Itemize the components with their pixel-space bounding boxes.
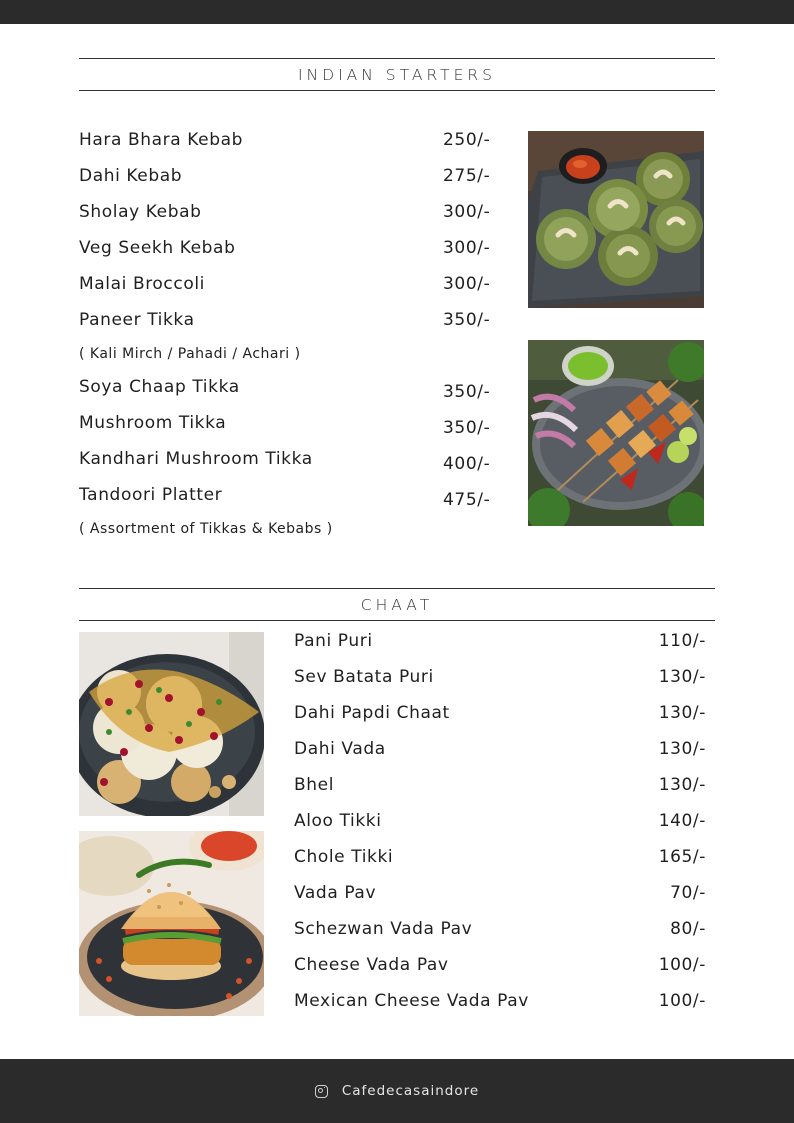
menu-item-price: 140/-	[658, 811, 706, 831]
menu-item-price: 130/-	[658, 775, 706, 795]
menu-item-name: Dahi Kebab	[79, 166, 183, 186]
instagram-handle[interactable]: Cafedecasaindore	[341, 1083, 480, 1099]
menu-item-price: 350/-	[443, 382, 491, 402]
menu-item-price: 110/-	[658, 631, 706, 651]
instagram-icon	[315, 1085, 328, 1098]
social-handle[interactable]	[0, 1081, 794, 1101]
vada-pav-photo	[79, 831, 264, 1016]
menu-item-name: Mexican Cheese Vada Pav	[294, 991, 529, 1011]
menu-item-name: Sev Batata Puri	[294, 667, 434, 687]
menu-item-name: Hara Bhara Kebab	[79, 130, 244, 150]
menu-item-note: ( Kali Mirch / Pahadi / Achari )	[79, 346, 301, 362]
menu-item-name: Dahi Vada	[294, 739, 386, 759]
menu-item-name: Mushroom Tikka	[79, 413, 227, 433]
menu-item-price: 100/-	[658, 991, 706, 1011]
menu-item-name: Chole Tikki	[294, 847, 394, 867]
footer-bar	[0, 1059, 794, 1123]
menu-item-price: 250/-	[443, 130, 491, 150]
section-header-indian-starters	[79, 58, 715, 91]
menu-item-price: 300/-	[443, 238, 491, 258]
menu-item-name: Dahi Papdi Chaat	[294, 703, 450, 723]
menu-item-price: 350/-	[443, 310, 491, 330]
menu-item-name: Cheese Vada Pav	[294, 955, 449, 975]
menu-item-name: Aloo Tikki	[294, 811, 382, 831]
top-bar	[0, 0, 794, 24]
menu-item-price: 275/-	[443, 166, 491, 186]
menu-item-name: Veg Seekh Kebab	[79, 238, 236, 258]
chaat-photo	[79, 632, 264, 816]
menu-item-price: 70/-	[670, 883, 706, 903]
menu-item-price: 130/-	[658, 739, 706, 759]
menu-item-price: 300/-	[443, 274, 491, 294]
menu-item-name: Tandoori Platter	[79, 485, 223, 505]
menu-item-name: Pani Puri	[294, 631, 373, 651]
menu-item-name: Vada Pav	[294, 883, 377, 903]
menu-item-price: 100/-	[658, 955, 706, 975]
menu-item-name: Sholay Kebab	[79, 202, 202, 222]
menu-item-name: Malai Broccoli	[79, 274, 205, 294]
menu-item-price: 400/-	[443, 454, 491, 474]
menu-item-name: Paneer Tikka	[79, 310, 195, 330]
paneer-tikka-photo	[528, 340, 704, 526]
menu-item-name: Schezwan Vada Pav	[294, 919, 473, 939]
menu-item-name: Kandhari Mushroom Tikka	[79, 449, 313, 469]
menu-item-price: 475/-	[443, 490, 491, 510]
menu-item-name: Bhel	[294, 775, 335, 795]
menu-item-price: 130/-	[658, 703, 706, 723]
section-title: INDIAN STARTERS	[297, 65, 497, 84]
menu-item-price: 80/-	[670, 919, 706, 939]
menu-item-name: Soya Chaap Tikka	[79, 377, 240, 397]
kebab-photo	[528, 131, 704, 308]
menu-item-price: 165/-	[658, 847, 706, 867]
section-header-chaat	[79, 588, 715, 621]
section-title: CHAAT	[360, 595, 434, 614]
menu-item-note: ( Assortment of Tikkas & Kebabs )	[79, 521, 333, 537]
menu-item-price: 300/-	[443, 202, 491, 222]
menu-item-price: 350/-	[443, 418, 491, 438]
menu-item-price: 130/-	[658, 667, 706, 687]
